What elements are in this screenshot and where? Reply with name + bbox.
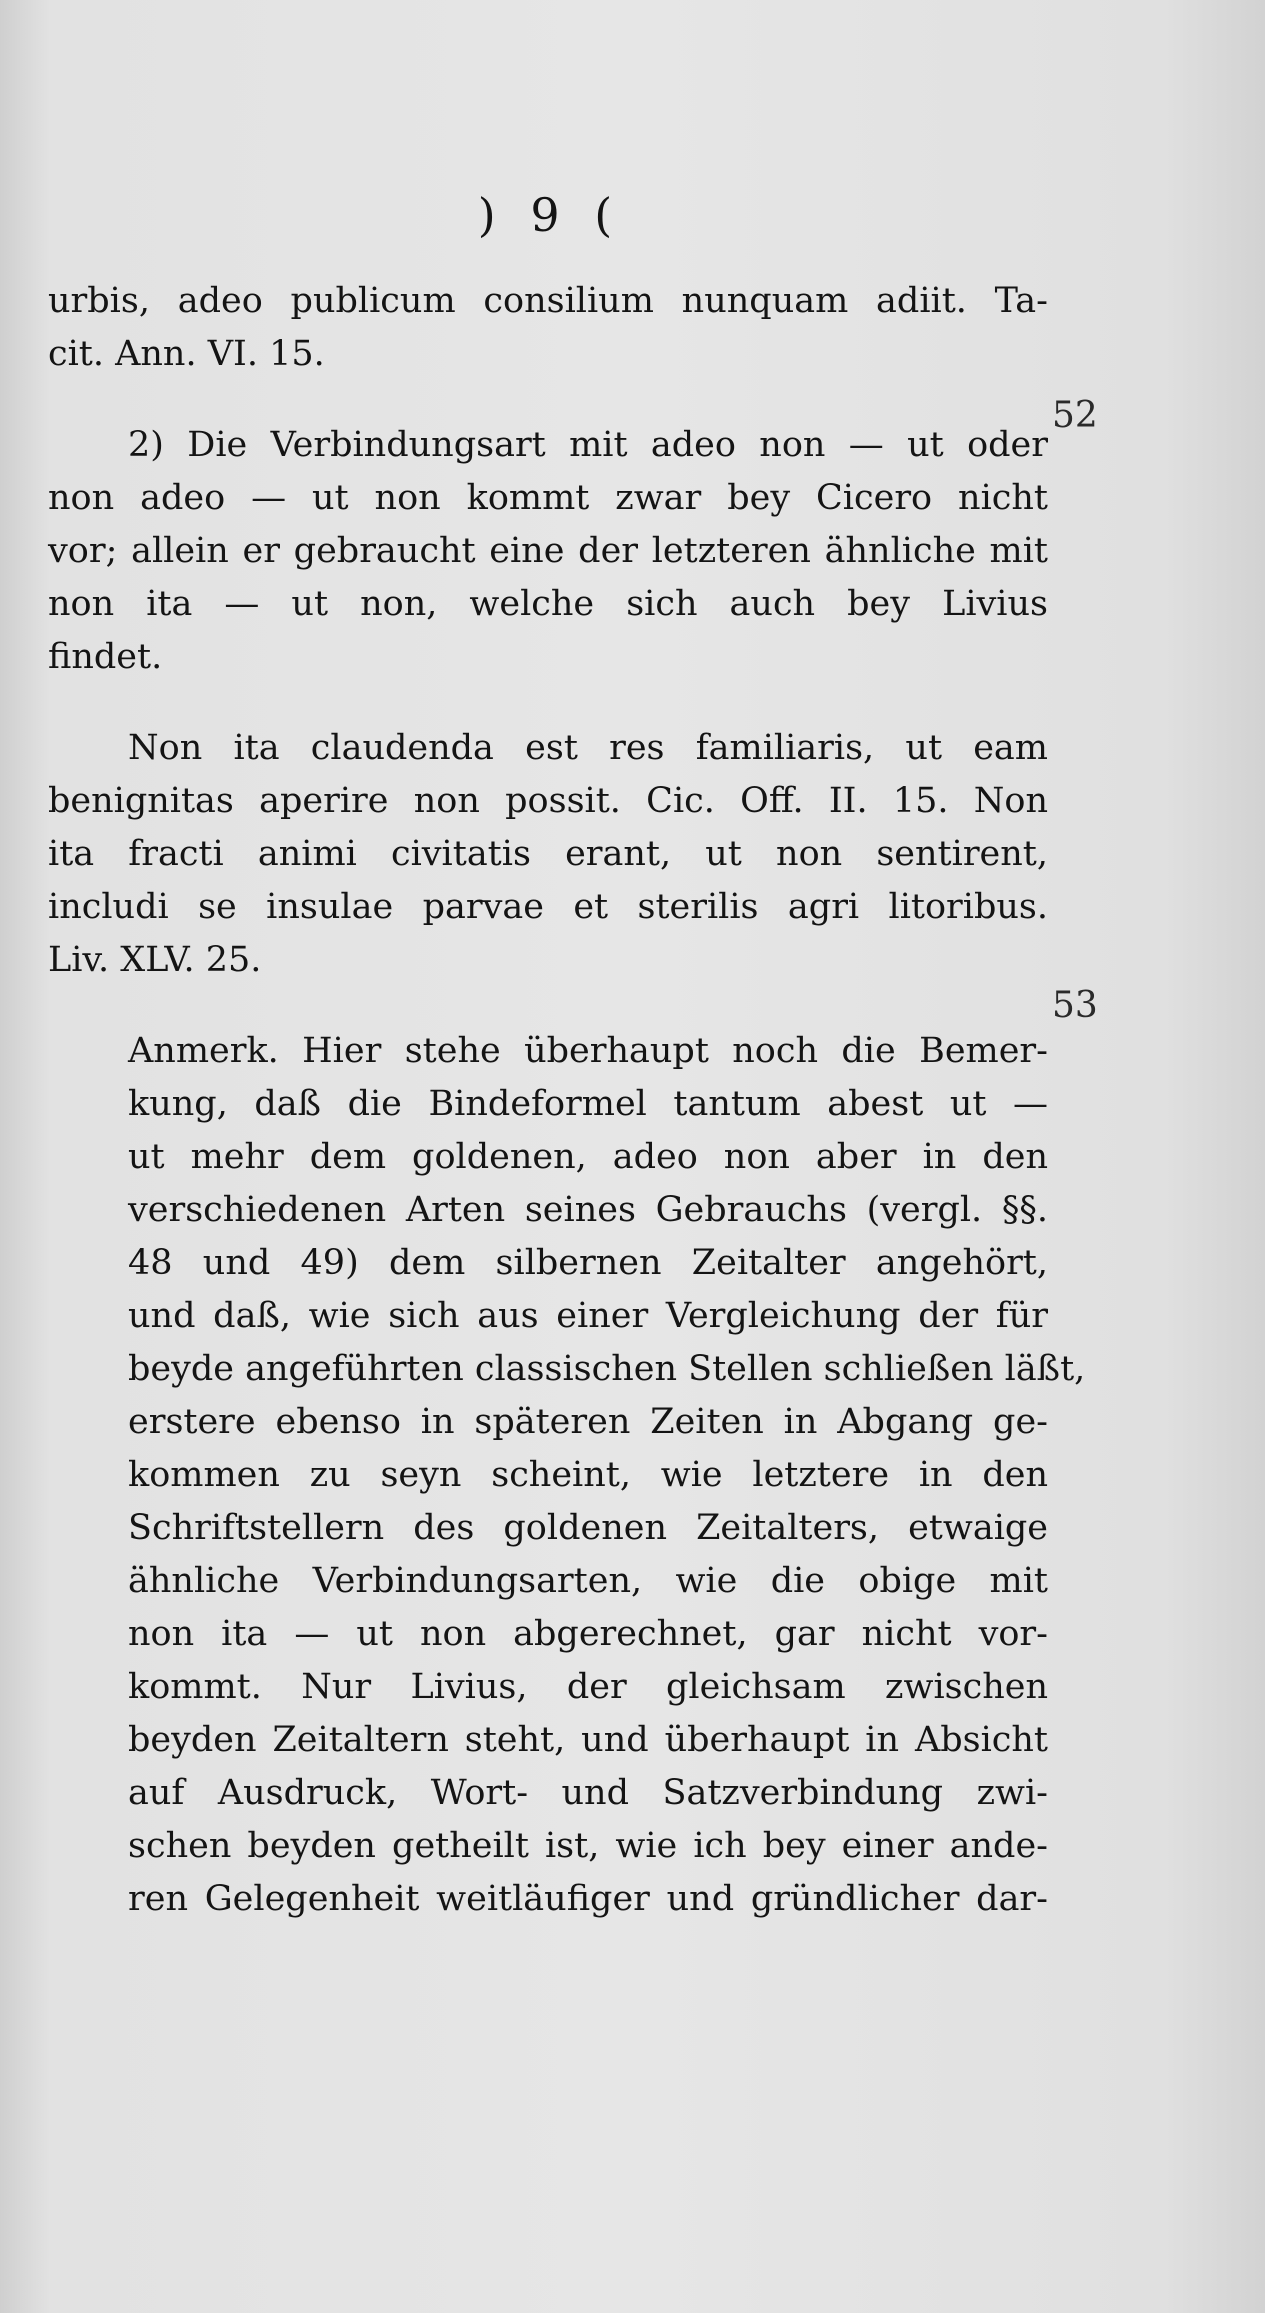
text-line: non adeo — ut non kommt zwar bey Cicero nicht [48, 478, 1048, 518]
text-line: includi se insulae parvae et sterilis agri litoribus. [48, 887, 1048, 927]
text-line: kommen zu seyn scheint, wie letztere in den [128, 1455, 1048, 1495]
text-line: benignitas aperire non possit. Cic. Off. II. 15. Non [48, 781, 1048, 821]
text-line: vor; allein er gebraucht eine der letzteren ähnliche mit [48, 531, 1048, 571]
text-line: urbis, adeo publicum consilium nunquam adiit. Ta- [48, 281, 1048, 321]
text-line: findet. [48, 637, 163, 677]
text-line: auf Ausdruck, Wort- und Satzverbindung zwi- [128, 1773, 1048, 1813]
text-line: Non ita claudenda est res familiaris, ut eam [128, 728, 1048, 768]
text-line: beyden Zeitaltern steht, und überhaupt in Absicht [128, 1720, 1048, 1760]
page-number: ) 9 ( [477, 188, 623, 242]
text-line: 2) Die Verbindungsart mit adeo non — ut oder [128, 425, 1048, 465]
text-line: 48 und 49) dem silbernen Zeitalter angehört, [128, 1243, 1048, 1283]
text-line: ut mehr dem goldenen, adeo non aber in den [128, 1137, 1048, 1177]
text-line: beyde angeführten classischen Stellen schließen läßt, [128, 1349, 1086, 1389]
text-line: kung, daß die Bindeformel tantum abest ut — [128, 1084, 1048, 1124]
margin-section-number: 53 [1052, 985, 1098, 1026]
text-line: und daß, wie sich aus einer Vergleichung der für [128, 1296, 1048, 1336]
text-line: verschiedenen Arten seines Gebrauchs (vergl. §§. [128, 1190, 1048, 1230]
margin-section-number: 52 [1052, 395, 1098, 436]
text-line: non ita — ut non abgerechnet, gar nicht vor- [128, 1614, 1048, 1654]
text-line: ähnliche Verbindungsarten, wie die obige mit [128, 1561, 1048, 1601]
text-line: cit. Ann. VI. 15. [48, 334, 325, 374]
text-line: Liv. XLV. 25. [48, 940, 262, 980]
text-line: kommt. Nur Livius, der gleichsam zwischen [128, 1667, 1048, 1707]
text-line: Anmerk. Hier stehe überhaupt noch die Bemer- [128, 1031, 1048, 1071]
text-line: ren Gelegenheit weitläufiger und gründlicher dar- [128, 1879, 1048, 1919]
text-line: non ita — ut non, welche sich auch bey Livius [48, 584, 1048, 624]
text-line: ita fracti animi civitatis erant, ut non sentirent, [48, 834, 1048, 874]
text-line: schen beyden getheilt ist, wie ich bey einer ande- [128, 1826, 1048, 1866]
text-line: erstere ebenso in späteren Zeiten in Abgang ge- [128, 1402, 1048, 1442]
text-line: Schriftstellern des goldenen Zeitalters, etwaige [128, 1508, 1048, 1548]
